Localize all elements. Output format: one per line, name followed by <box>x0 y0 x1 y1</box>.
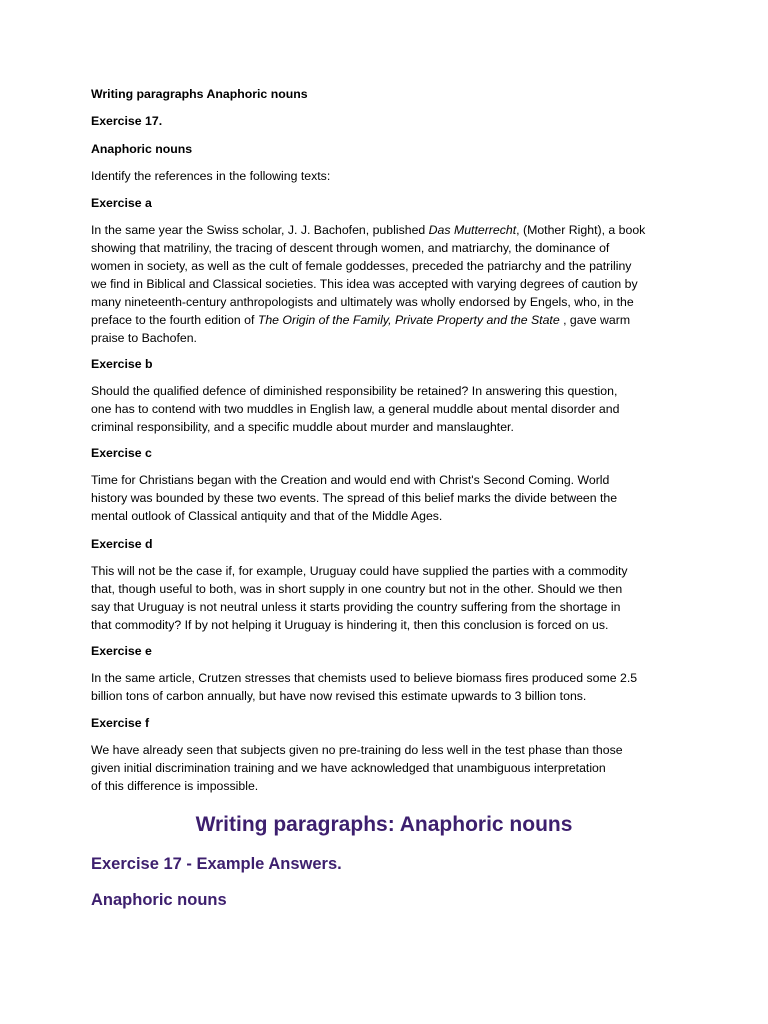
exercise-f-paragraph <box>91 741 691 795</box>
exercise-e-label-block <box>91 642 691 660</box>
exercise-c-label-block <box>91 444 691 462</box>
paragraph-line: praise to Bachofen. <box>91 331 197 345</box>
exercise-a-paragraph <box>91 221 691 347</box>
exercise-b-paragraph <box>91 382 691 436</box>
instruction-block <box>91 167 691 185</box>
book-title: The Origin of the Family, Private Property and the State <box>257 313 560 327</box>
paragraph-line: billion tons of carbon annually, but have now revised this estimate upwards to 3 billion tons. <box>91 689 587 703</box>
answers-subtitle: Exercise 17 - Example Answers. <box>91 855 342 873</box>
paragraph-line: In the same article, Crutzen stresses that chemists used to believe biomass fires produced some 2.5 <box>91 671 638 685</box>
header-line-block <box>91 85 691 103</box>
exercise-a-label-block <box>91 194 691 212</box>
instruction-text: Identify the references in the following texts: <box>91 169 331 183</box>
paragraph-line: We have already seen that subjects given no pre-training do less well in the test phase than those <box>91 743 623 757</box>
exercise-e-paragraph <box>91 669 691 705</box>
exercise-d-label: Exercise d <box>91 537 153 551</box>
paragraph-line: that commodity? If by not helping it Uruguay is hindering it, then this conclusion is forced on us. <box>91 618 609 632</box>
exercise-c-paragraph <box>91 471 691 525</box>
exercise-b-label: Exercise b <box>91 357 153 371</box>
paragraph-line: history was bounded by these two events. The spread of this belief marks the divide between the <box>91 491 618 505</box>
paragraph-line: This will not be the case if, for example, Uruguay could have supplied the parties with a commodity <box>91 564 628 578</box>
paragraph-line: Should the qualified defence of diminished responsibility be retained? In answering this question, <box>91 384 618 398</box>
paragraph-line <box>91 311 691 329</box>
book-title: Das Mutterrecht <box>428 223 517 237</box>
text-run: , (Mother Right), a book <box>516 223 646 237</box>
exercise-number-block <box>91 112 691 130</box>
exercise-e-label: Exercise e <box>91 644 152 658</box>
exercise-b-label-block <box>91 355 691 373</box>
exercise-d-paragraph <box>91 562 691 634</box>
paragraph-line: showing that matriliny, the tracing of descent through women, and matriarchy, the dominance of <box>91 241 610 255</box>
topic-label: Anaphoric nouns <box>91 142 193 156</box>
paragraph-line: many nineteenth-century anthropologists and ultimately was wholly endorsed by Engels, who, in the <box>91 295 634 309</box>
exercise-c-label: Exercise c <box>91 446 152 460</box>
paragraph-line: of this difference is impossible. <box>91 779 259 793</box>
exercise-d-label-block <box>91 535 691 553</box>
paragraph-line: given initial discrimination training and we have acknowledged that unambiguous interpretation <box>91 761 606 775</box>
text-run: In the same year the Swiss scholar, J. J. Bachofen, published <box>91 223 429 237</box>
paragraph-line: mental outlook of Classical antiquity and that of the Middle Ages. <box>91 509 443 523</box>
paragraph-line: that, though useful to both, was in short supply in one country but not in the other. Should we then <box>91 582 623 596</box>
header-line: Writing paragraphs Anaphoric nouns <box>91 87 308 101</box>
text-run: preface to the fourth edition of <box>91 313 258 327</box>
paragraph-line: we find in Biblical and Classical societies. This idea was accepted with varying degrees of caution by <box>91 277 638 291</box>
answers-topic: Anaphoric nouns <box>91 891 227 909</box>
paragraph-line: criminal responsibility, and a specific muddle about murder and manslaughter. <box>91 420 514 434</box>
paragraph-line <box>91 221 691 239</box>
topic-block <box>91 140 691 158</box>
answers-title: Writing paragraphs: Anaphoric nouns <box>195 813 573 836</box>
paragraph-line: say that Uruguay is not neutral unless it starts providing the country suffering from the shortage in <box>91 600 621 614</box>
exercise-f-label-block <box>91 714 691 732</box>
text-run: , gave warm <box>559 313 631 327</box>
paragraph-line: one has to contend with two muddles in English law, a general muddle about mental disorder and <box>91 402 620 416</box>
exercise-number: Exercise 17. <box>91 114 163 128</box>
paragraph-line: women in society, as well as the cult of female goddesses, preceded the patriarchy and the patriliny <box>91 259 632 273</box>
exercise-f-label: Exercise f <box>91 716 150 730</box>
paragraph-line: Time for Christians began with the Creation and would end with Christ's Second Coming. World <box>91 473 610 487</box>
exercise-a-label: Exercise a <box>91 196 152 210</box>
